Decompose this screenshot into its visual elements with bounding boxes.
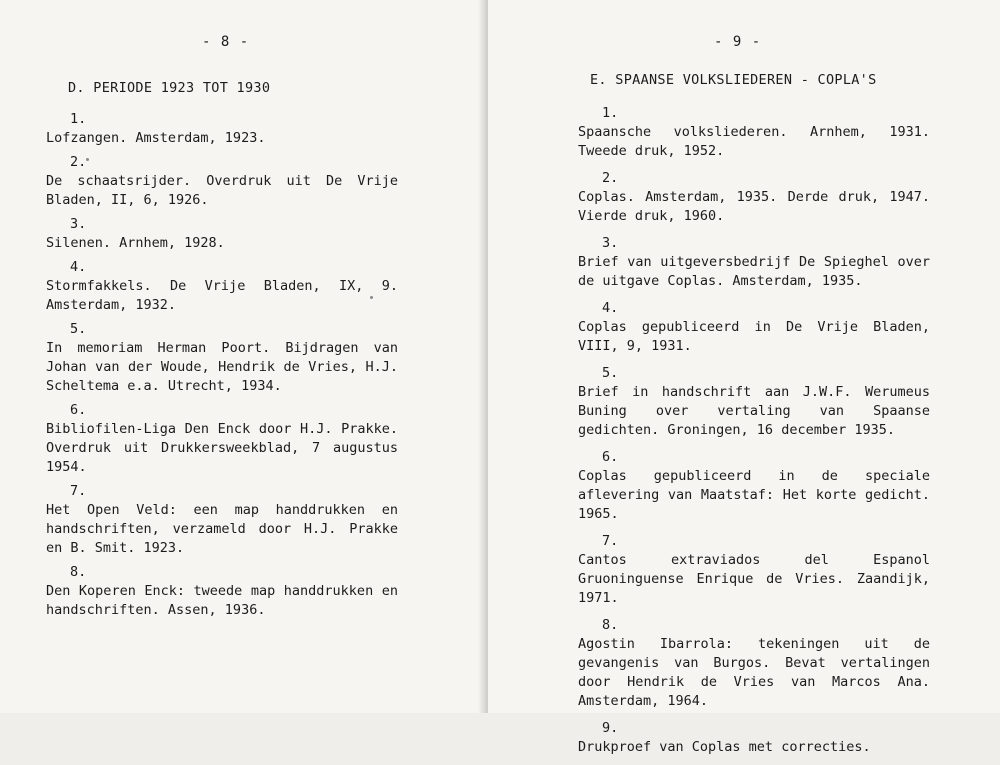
list-item xyxy=(46,482,398,558)
entry-text: Coplas. Amsterdam, 1935. Derde druk, 1947. Vierde druk, 1960. xyxy=(578,189,930,224)
list-item xyxy=(578,299,930,356)
list-item xyxy=(578,234,930,291)
entry-number: 3. xyxy=(602,235,619,251)
entry-text: Cantos extraviados del Espanol Gruoninguense Enrique de Vries. Zaandijk, 1971. xyxy=(578,552,930,606)
entry-number: 8. xyxy=(602,617,619,633)
page-number: - 8 - xyxy=(202,34,250,50)
entry-text: Lofzangen. Amsterdam, 1923. xyxy=(46,130,266,146)
right-page xyxy=(488,0,1000,755)
list-item xyxy=(578,532,930,608)
entry-number: 2. xyxy=(70,154,87,170)
entry-number: 5. xyxy=(602,365,619,381)
list-item xyxy=(578,364,930,440)
entry-number: 8. xyxy=(70,564,87,580)
entry-number: 4. xyxy=(70,259,87,275)
entry-number: 6. xyxy=(70,402,87,418)
speck-mark xyxy=(370,296,373,299)
list-item xyxy=(46,320,398,396)
entry-text: Spaansche volksliederen. Arnhem, 1931. Tweede druk, 1952. xyxy=(578,124,930,159)
entry-number: 1. xyxy=(70,111,87,127)
entry-text: Coplas gepubliceerd in de speciale aflevering van Maatstaf: Het korte gedicht. 1965. xyxy=(578,468,930,522)
entry-text: Bibliofilen-Liga Den Enck door H.J. Prakke. Overdruk uit Drukkersweekblad, 7 augustus 1954. xyxy=(46,421,398,475)
list-item xyxy=(46,110,398,148)
entry-text: Coplas gepubliceerd in De Vrije Bladen, VIII, 9, 1931. xyxy=(578,319,930,354)
entry-text: De schaatsrijder. Overdruk uit De Vrije Bladen, II, 6, 1926. xyxy=(46,173,398,208)
section-heading: D. PERIODE 1923 TOT 1930 xyxy=(68,80,271,96)
entry-text: Silenen. Arnhem, 1928. xyxy=(46,235,225,251)
entry-number: 1. xyxy=(602,105,619,121)
entry-text: Brief van uitgeversbedrijf De Spieghel over de uitgave Coplas. Amsterdam, 1935. xyxy=(578,254,930,289)
entry-list xyxy=(578,104,930,765)
entry-list xyxy=(46,110,398,625)
list-item xyxy=(578,104,930,161)
entry-number: 2. xyxy=(602,170,619,186)
entry-text: Brief in handschrift aan J.W.F. Werumeus Buning over vertaling van Spaanse gedichten. Groningen, 16 december 1935. xyxy=(578,384,930,438)
entry-number: 4. xyxy=(602,300,619,316)
entry-text: Stormfakkels. De Vrije Bladen, IX, 9. Amsterdam, 1932. xyxy=(46,278,398,313)
page-number: - 9 - xyxy=(714,34,762,50)
list-item xyxy=(46,401,398,477)
list-item xyxy=(578,719,930,757)
entry-text: In memoriam Herman Poort. Bijdragen van Johan van der Woude, Hendrik de Vries, H.J. Scheltema e.a. Utrecht, 1934. xyxy=(46,340,398,394)
entry-number: 7. xyxy=(602,533,619,549)
list-item xyxy=(46,153,398,210)
left-page xyxy=(0,0,484,713)
entry-number: 5. xyxy=(70,321,87,337)
list-item xyxy=(46,215,398,253)
entry-number: 6. xyxy=(602,449,619,465)
list-item xyxy=(46,563,398,620)
speck-mark xyxy=(86,158,89,161)
entry-number: 3. xyxy=(70,216,87,232)
list-item xyxy=(578,448,930,524)
entry-text: Drukproef van Coplas met correcties. xyxy=(578,739,871,755)
entry-number: 9. xyxy=(602,720,619,736)
entry-number: 7. xyxy=(70,483,87,499)
list-item xyxy=(46,258,398,315)
list-item xyxy=(578,169,930,226)
list-item xyxy=(578,616,930,711)
entry-text: Den Koperen Enck: tweede map handdrukken en handschriften. Assen, 1936. xyxy=(46,583,398,618)
entry-text: Het Open Veld: een map handdrukken en handschriften, verzameld door H.J. Prakke en B. Smit. 1923. xyxy=(46,502,398,556)
entry-text: Agostin Ibarrola: tekeningen uit de gevangenis van Burgos. Bevat vertalingen door Hendrik de Vries van Marcos Ana. Amsterdam, 1964. xyxy=(578,636,930,709)
section-heading: E. SPAANSE VOLKSLIEDEREN - COPLA'S xyxy=(590,72,877,88)
